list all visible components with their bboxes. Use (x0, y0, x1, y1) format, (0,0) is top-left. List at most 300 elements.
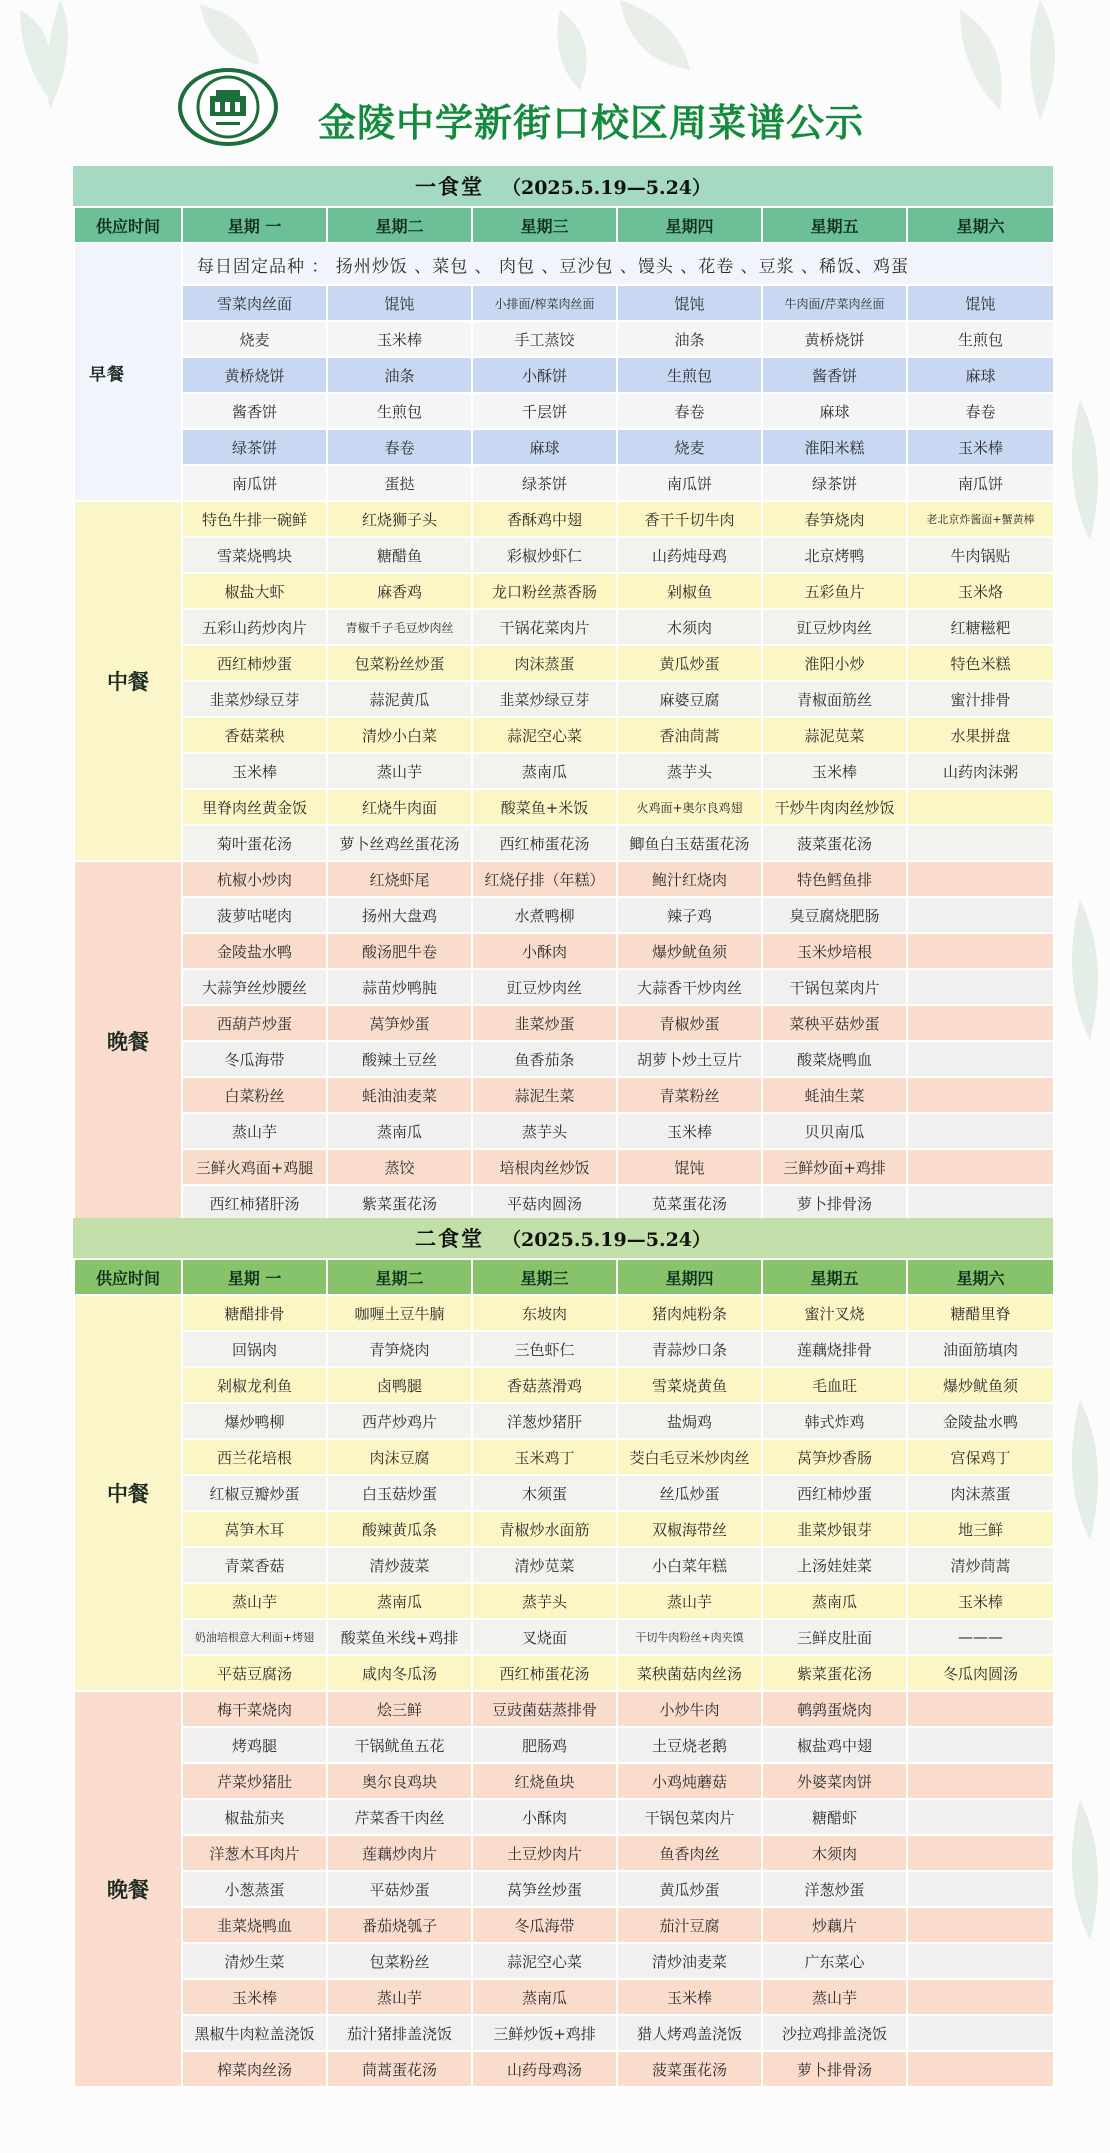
menu-item-day-1: 里脊肉丝黄金饭 (182, 789, 327, 825)
menu-item-day-2: 糖醋鱼 (327, 537, 472, 573)
menu-item-day-2: 蒸山芋 (327, 1979, 472, 2015)
column-header-day-6: 星期六 (907, 1259, 1054, 1295)
menu-row (74, 1547, 1054, 1583)
menu-item-day-2: 包菜粉丝炒蛋 (327, 645, 472, 681)
menu-item-day-5: 菜秧平菇炒蛋 (762, 1005, 907, 1041)
column-header-day-4: 星期四 (617, 207, 762, 243)
menu-item-day-4: 黄瓜炒蛋 (617, 1871, 762, 1907)
menu-item-day-6 (907, 825, 1054, 861)
menu-item-day-3: 东坡肉 (472, 1295, 617, 1331)
menu-item-day-3: 玉米鸡丁 (472, 1439, 617, 1475)
menu-item-day-3: 冬瓜海带 (472, 1907, 617, 1943)
menu-item-day-6 (907, 1835, 1054, 1871)
menu-item-day-2: 蒸南瓜 (327, 1113, 472, 1149)
menu-item-day-2: 蒸饺 (327, 1149, 472, 1185)
menu-row (74, 1979, 1054, 2015)
menu-item-day-3: 鱼香茄条 (472, 1041, 617, 1077)
menu-row (74, 2015, 1054, 2051)
menu-item-day-4: 生煎包 (617, 357, 762, 393)
menu-item-day-3: 小酥肉 (472, 933, 617, 969)
menu-item-day-2: 蒜苗炒鸭肫 (327, 969, 472, 1005)
menu-item-day-4: 苋菜蛋花汤 (617, 1185, 762, 1221)
menu-row (74, 861, 1054, 897)
menu-item-day-1: 雪菜肉丝面 (182, 285, 327, 321)
menu-item-day-6: 牛肉锅贴 (907, 537, 1054, 573)
menu-item-day-4: 山药炖母鸡 (617, 537, 762, 573)
menu-item-day-3: 手工蒸饺 (472, 321, 617, 357)
menu-item-day-5: 沙拉鸡排盖浇饭 (762, 2015, 907, 2051)
menu-item-day-5: 淮阳米糕 (762, 429, 907, 465)
menu-item-day-6 (907, 1871, 1054, 1907)
menu-row (74, 393, 1054, 429)
menu-row (74, 609, 1054, 645)
menu-item-day-5: 麻球 (762, 393, 907, 429)
menu-row (74, 1655, 1054, 1691)
menu-item-day-1: 青菜香菇 (182, 1547, 327, 1583)
menu-item-day-2: 蛋挞 (327, 465, 472, 501)
menu-item-day-6: 冬瓜肉圆汤 (907, 1655, 1054, 1691)
menu-item-day-3: 西红柿蛋花汤 (472, 825, 617, 861)
menu-row (74, 1871, 1054, 1907)
menu-item-day-1: 西红柿炒蛋 (182, 645, 327, 681)
menu-item-day-1: 西红柿猪肝汤 (182, 1185, 327, 1221)
menu-item-day-6 (907, 2015, 1054, 2051)
menu-item-day-5: 炒藕片 (762, 1907, 907, 1943)
menu-item-day-2: 青笋烧肉 (327, 1331, 472, 1367)
menu-item-day-5: 酱香饼 (762, 357, 907, 393)
menu-item-day-4: 辣子鸡 (617, 897, 762, 933)
menu-row (74, 1331, 1054, 1367)
menu-item-day-2: 莲藕炒肉片 (327, 1835, 472, 1871)
menu-item-day-4: 猎人烤鸡盖浇饭 (617, 2015, 762, 2051)
menu-item-day-1: 芹菜炒猪肚 (182, 1763, 327, 1799)
menu-item-day-5: 韩式炸鸡 (762, 1403, 907, 1439)
menu-item-day-5: 上汤娃娃菜 (762, 1547, 907, 1583)
leaf-decoration-side (1050, 400, 1110, 2000)
fixed-items-row (74, 243, 1054, 285)
menu-row (74, 969, 1054, 1005)
menu-item-day-6: 蜜汁排骨 (907, 681, 1054, 717)
canteen-1-section (73, 166, 1053, 1222)
menu-row (74, 1583, 1054, 1619)
menu-item-day-5: 莲藕烧排骨 (762, 1331, 907, 1367)
menu-item-day-3: 龙口粉丝蒸香肠 (472, 573, 617, 609)
menu-item-day-2: 烩三鲜 (327, 1691, 472, 1727)
menu-item-day-6: 红糖糍粑 (907, 609, 1054, 645)
menu-item-day-4: 盐焗鸡 (617, 1403, 762, 1439)
menu-row (74, 825, 1054, 861)
menu-item-day-5: 五彩鱼片 (762, 573, 907, 609)
menu-item-day-1: 香菇菜秧 (182, 717, 327, 753)
menu-item-day-6 (907, 1149, 1054, 1185)
column-header-day-1: 星期 一 (182, 207, 327, 243)
menu-item-day-2: 清炒小白菜 (327, 717, 472, 753)
menu-item-day-5: 青椒面筋丝 (762, 681, 907, 717)
menu-item-day-4: 蒸芋头 (617, 753, 762, 789)
canteen-2-section (73, 1218, 1053, 2088)
menu-item-day-1: 酱香饼 (182, 393, 327, 429)
menu-row (74, 1077, 1054, 1113)
menu-item-day-4: 春卷 (617, 393, 762, 429)
menu-row (74, 789, 1054, 825)
menu-item-day-1: 椒盐茄夹 (182, 1799, 327, 1835)
menu-item-day-3: 小酥肉 (472, 1799, 617, 1835)
menu-item-day-5: 莴笋炒香肠 (762, 1439, 907, 1475)
menu-item-day-1: 三鲜火鸡面+鸡腿 (182, 1149, 327, 1185)
menu-item-day-1: 五彩山药炒肉片 (182, 609, 327, 645)
menu-item-day-4: 鲫鱼白玉菇蛋花汤 (617, 825, 762, 861)
menu-item-day-1: 玉米棒 (182, 753, 327, 789)
menu-item-day-6: 玉米棒 (907, 1583, 1054, 1619)
menu-item-day-6 (907, 1979, 1054, 2015)
menu-item-day-1: 金陵盐水鸭 (182, 933, 327, 969)
menu-item-day-1: 韭菜炒绿豆芽 (182, 681, 327, 717)
menu-item-day-4: 胡萝卜炒土豆片 (617, 1041, 762, 1077)
menu-item-day-5: 萝卜排骨汤 (762, 1185, 907, 1221)
menu-item-day-3: 平菇肉圆汤 (472, 1185, 617, 1221)
menu-item-day-3: 红烧鱼块 (472, 1763, 617, 1799)
menu-item-day-6 (907, 1799, 1054, 1835)
menu-item-day-1: 西兰花培根 (182, 1439, 327, 1475)
menu-item-day-3: 西红柿蛋花汤 (472, 1655, 617, 1691)
canteen-1-name: 一食堂 (414, 175, 484, 199)
menu-row (74, 1907, 1054, 1943)
menu-row (74, 573, 1054, 609)
column-header-day-3: 星期三 (472, 207, 617, 243)
menu-item-day-2: 肉沫豆腐 (327, 1439, 472, 1475)
menu-item-day-3: 千层饼 (472, 393, 617, 429)
menu-row (74, 285, 1054, 321)
menu-item-day-2: 咸肉冬瓜汤 (327, 1655, 472, 1691)
menu-item-day-3: 酸菜鱼+米饭 (472, 789, 617, 825)
menu-item-day-4: 馄饨 (617, 285, 762, 321)
menu-item-day-3: 叉烧面 (472, 1619, 617, 1655)
menu-item-day-2: 芹菜香干肉丝 (327, 1799, 472, 1835)
menu-item-day-4: 丝瓜炒蛋 (617, 1475, 762, 1511)
menu-item-day-4: 青椒炒蛋 (617, 1005, 762, 1041)
menu-item-day-6 (907, 1727, 1054, 1763)
menu-item-day-1: 菊叶蛋花汤 (182, 825, 327, 861)
menu-item-day-3: 蒸南瓜 (472, 1979, 617, 2015)
menu-item-day-3: 豆豉菌菇蒸排骨 (472, 1691, 617, 1727)
menu-item-day-2: 扬州大盘鸡 (327, 897, 472, 933)
menu-item-day-3: 水煮鸭柳 (472, 897, 617, 933)
menu-item-day-3: 蒜泥空心菜 (472, 717, 617, 753)
menu-item-day-4: 玉米棒 (617, 1979, 762, 2015)
menu-item-day-6 (907, 1113, 1054, 1149)
menu-item-day-2: 茼蒿蛋花汤 (327, 2051, 472, 2087)
menu-item-day-2: 生煎包 (327, 393, 472, 429)
menu-item-day-6: 生煎包 (907, 321, 1054, 357)
menu-item-day-1: 洋葱木耳肉片 (182, 1835, 327, 1871)
menu-item-day-5: 韭菜炒银芽 (762, 1511, 907, 1547)
menu-item-day-1: 奶油培根意大利面+烤翅 (182, 1619, 327, 1655)
menu-item-day-5: 蒸南瓜 (762, 1583, 907, 1619)
menu-item-day-2: 西芹炒鸡片 (327, 1403, 472, 1439)
menu-item-day-2: 春卷 (327, 429, 472, 465)
menu-item-day-4: 双椒海带丝 (617, 1511, 762, 1547)
menu-row (74, 1367, 1054, 1403)
page-header (0, 0, 1110, 165)
menu-item-day-1: 榨菜肉丝汤 (182, 2051, 327, 2087)
menu-item-day-5: 干锅包菜肉片 (762, 969, 907, 1005)
menu-item-day-2: 蒜泥黄瓜 (327, 681, 472, 717)
menu-item-day-4: 馄饨 (617, 1149, 762, 1185)
fixed-items-text: 每日固定品种 ： 扬州炒饭 、菜包 、 肉包 、豆沙包 、馒头 、花卷 、豆浆 、稀饭、鸡蛋 (182, 243, 1054, 285)
menu-item-day-1: 黄桥烧饼 (182, 357, 327, 393)
menu-item-day-6: 糖醋里脊 (907, 1295, 1054, 1331)
menu-item-day-5: 蜜汁叉烧 (762, 1295, 907, 1331)
menu-item-day-4: 黄瓜炒蛋 (617, 645, 762, 681)
menu-item-day-1: 南瓜饼 (182, 465, 327, 501)
menu-item-day-4: 干切牛肉粉丝+肉夹馍 (617, 1619, 762, 1655)
menu-item-day-1: 烧麦 (182, 321, 327, 357)
menu-item-day-5: 萝卜排骨汤 (762, 2051, 907, 2087)
menu-item-day-1: 剁椒龙利鱼 (182, 1367, 327, 1403)
menu-item-day-2: 咖喱土豆牛腩 (327, 1295, 472, 1331)
menu-item-day-5: 鹌鹑蛋烧肉 (762, 1691, 907, 1727)
menu-item-day-2: 玉米棒 (327, 321, 472, 357)
meal-label-dn: 晚餐 (74, 861, 182, 1221)
menu-row (74, 645, 1054, 681)
menu-item-day-4: 麻婆豆腐 (617, 681, 762, 717)
menu-item-day-6 (907, 1185, 1054, 1221)
menu-item-day-3: 木须蛋 (472, 1475, 617, 1511)
page-title: 金陵中学新街口校区周菜谱公示 (318, 101, 865, 145)
menu-item-day-2: 酸汤肥牛卷 (327, 933, 472, 969)
canteen-1-date: （2025.5.19—5.24） (501, 176, 712, 199)
menu-item-day-2: 莴笋炒蛋 (327, 1005, 472, 1041)
menu-item-day-5: 臭豆腐烧肥肠 (762, 897, 907, 933)
column-header-day-5: 星期五 (762, 1259, 907, 1295)
menu-row (74, 1727, 1054, 1763)
menu-item-day-6: 春卷 (907, 393, 1054, 429)
menu-item-day-6 (907, 1005, 1054, 1041)
menu-item-day-4: 清炒油麦菜 (617, 1943, 762, 1979)
menu-item-day-4: 青菜粉丝 (617, 1077, 762, 1113)
menu-item-day-3: 蒸南瓜 (472, 753, 617, 789)
menu-item-day-5: 酸菜烧鸭血 (762, 1041, 907, 1077)
menu-item-day-1: 黑椒牛肉粒盖浇饭 (182, 2015, 327, 2051)
menu-item-day-5: 菠菜蛋花汤 (762, 825, 907, 861)
menu-item-day-6: 特色米糕 (907, 645, 1054, 681)
menu-item-day-3: 韭菜炒绿豆芽 (472, 681, 617, 717)
menu-item-day-2: 平菇炒蛋 (327, 1871, 472, 1907)
menu-row (74, 753, 1054, 789)
menu-item-day-3: 香酥鸡中翅 (472, 501, 617, 537)
menu-item-day-5: 广东菜心 (762, 1943, 907, 1979)
menu-item-day-2: 酸辣土豆丝 (327, 1041, 472, 1077)
menu-item-day-1: 杭椒小炒肉 (182, 861, 327, 897)
menu-row (74, 1511, 1054, 1547)
menu-item-day-1: 回锅肉 (182, 1331, 327, 1367)
menu-item-day-1: 椒盐大虾 (182, 573, 327, 609)
menu-item-day-1: 特色牛排一碗鲜 (182, 501, 327, 537)
menu-item-day-4: 茭白毛豆米炒肉丝 (617, 1439, 762, 1475)
canteen-2-name: 二食堂 (414, 1227, 484, 1251)
canteen-2-date: （2025.5.19—5.24） (501, 1228, 712, 1251)
menu-item-day-3: 三鲜炒饭+鸡排 (472, 2015, 617, 2051)
menu-item-day-2: 白玉菇炒蛋 (327, 1475, 472, 1511)
menu-item-day-6: 玉米棒 (907, 429, 1054, 465)
menu-item-day-2: 麻香鸡 (327, 573, 472, 609)
menu-item-day-2: 蚝油油麦菜 (327, 1077, 472, 1113)
menu-item-day-5: 毛血旺 (762, 1367, 907, 1403)
header-row (74, 207, 1054, 243)
column-header-day-5: 星期五 (762, 207, 907, 243)
menu-row (74, 1149, 1054, 1185)
menu-item-day-5: 三鲜炒面+鸡排 (762, 1149, 907, 1185)
canteen-2-title (73, 1218, 1053, 1258)
menu-item-day-2: 干锅鱿鱼五花 (327, 1727, 472, 1763)
menu-item-day-6: 油面筋填肉 (907, 1331, 1054, 1367)
menu-item-day-1: 小葱蒸蛋 (182, 1871, 327, 1907)
menu-item-day-3: 小排面/榨菜肉丝面 (472, 285, 617, 321)
menu-item-day-4: 蒸山芋 (617, 1583, 762, 1619)
menu-item-day-1: 白菜粉丝 (182, 1077, 327, 1113)
menu-row (74, 1943, 1054, 1979)
menu-item-day-5: 北京烤鸭 (762, 537, 907, 573)
menu-row (74, 1835, 1054, 1871)
menu-item-day-6 (907, 1763, 1054, 1799)
menu-item-day-2: 番茄烧瓠子 (327, 1907, 472, 1943)
meal-label-ln: 中餐 (74, 501, 182, 861)
menu-item-day-1: 冬瓜海带 (182, 1041, 327, 1077)
menu-item-day-1: 红椒豆瓣炒蛋 (182, 1475, 327, 1511)
canteen-1-menu-table (73, 206, 1055, 1222)
menu-item-day-5: 贝贝南瓜 (762, 1113, 907, 1149)
menu-item-day-5: 蒜泥苋菜 (762, 717, 907, 753)
menu-item-day-3: 豇豆炒肉丝 (472, 969, 617, 1005)
menu-item-day-3: 肉沫蒸蛋 (472, 645, 617, 681)
menu-item-day-6: 山药肉沫粥 (907, 753, 1054, 789)
menu-item-day-6 (907, 1077, 1054, 1113)
menu-item-day-5: 绿茶饼 (762, 465, 907, 501)
menu-item-day-6 (907, 933, 1054, 969)
menu-item-day-3: 培根肉丝炒饭 (472, 1149, 617, 1185)
menu-row (74, 681, 1054, 717)
header-row (74, 1259, 1054, 1295)
menu-item-day-6 (907, 1943, 1054, 1979)
menu-item-day-3: 山药母鸡汤 (472, 2051, 617, 2087)
canteen-2-menu-table (73, 1258, 1055, 2088)
menu-item-day-3: 绿茶饼 (472, 465, 617, 501)
menu-item-day-6: 麻球 (907, 357, 1054, 393)
menu-item-day-4: 剁椒鱼 (617, 573, 762, 609)
menu-item-day-2: 茄汁猪排盖浇饭 (327, 2015, 472, 2051)
menu-item-day-6 (907, 1041, 1054, 1077)
menu-item-day-2: 紫菜蛋花汤 (327, 1185, 472, 1221)
menu-item-day-3: 蒜泥生菜 (472, 1077, 617, 1113)
menu-item-day-3: 青椒炒水面筋 (472, 1511, 617, 1547)
menu-item-day-6: 爆炒鱿鱼须 (907, 1367, 1054, 1403)
menu-item-day-3: 洋葱炒猪肝 (472, 1403, 617, 1439)
menu-item-day-3: 土豆炒肉片 (472, 1835, 617, 1871)
menu-item-day-5: 玉米炒培根 (762, 933, 907, 969)
menu-item-day-1: 烤鸡腿 (182, 1727, 327, 1763)
menu-item-day-1: 西葫芦炒蛋 (182, 1005, 327, 1041)
menu-item-day-2: 蒸山芋 (327, 753, 472, 789)
menu-item-day-3: 蒸芋头 (472, 1113, 617, 1149)
menu-item-day-1: 玉米棒 (182, 1979, 327, 2015)
menu-item-day-4: 烧麦 (617, 429, 762, 465)
menu-row (74, 897, 1054, 933)
menu-item-day-2: 油条 (327, 357, 472, 393)
menu-item-day-5: 外婆菜肉饼 (762, 1763, 907, 1799)
menu-item-day-4: 南瓜饼 (617, 465, 762, 501)
menu-item-day-1: 梅干菜烧肉 (182, 1691, 327, 1727)
menu-item-day-5: 干炒牛肉肉丝炒饭 (762, 789, 907, 825)
menu-item-day-4: 爆炒鱿鱼须 (617, 933, 762, 969)
menu-item-day-2: 清炒菠菜 (327, 1547, 472, 1583)
meal-label-dn: 晚餐 (74, 1691, 182, 2087)
menu-item-day-5: 洋葱炒蛋 (762, 1871, 907, 1907)
menu-item-day-3: 麻球 (472, 429, 617, 465)
menu-item-day-6: 宫保鸡丁 (907, 1439, 1054, 1475)
menu-item-day-1: 平菇豆腐汤 (182, 1655, 327, 1691)
menu-row (74, 1403, 1054, 1439)
menu-item-day-4: 土豆烧老鹅 (617, 1727, 762, 1763)
menu-item-day-3: 红烧仔排（年糕） (472, 861, 617, 897)
menu-item-day-1: 韭菜烧鸭血 (182, 1907, 327, 1943)
menu-row (74, 1475, 1054, 1511)
menu-item-day-5: 牛肉面/芹菜肉丝面 (762, 285, 907, 321)
menu-item-day-4: 火鸡面+奥尔良鸡翅 (617, 789, 762, 825)
menu-item-day-6 (907, 861, 1054, 897)
menu-row (74, 357, 1054, 393)
menu-item-day-1: 爆炒鸭柳 (182, 1403, 327, 1439)
menu-row (74, 429, 1054, 465)
menu-item-day-4: 小炒牛肉 (617, 1691, 762, 1727)
menu-item-day-5: 玉米棒 (762, 753, 907, 789)
menu-item-day-6 (907, 1907, 1054, 1943)
menu-item-day-2: 蒸南瓜 (327, 1583, 472, 1619)
menu-item-day-2: 卤鸭腿 (327, 1367, 472, 1403)
menu-item-day-5: 椒盐鸡中翅 (762, 1727, 907, 1763)
menu-item-day-1: 莴笋木耳 (182, 1511, 327, 1547)
menu-item-day-1: 大蒜笋丝炒腰丝 (182, 969, 327, 1005)
menu-row (74, 1691, 1054, 1727)
menu-row (74, 1619, 1054, 1655)
menu-item-day-6 (907, 969, 1054, 1005)
menu-item-day-5: 西红柿炒蛋 (762, 1475, 907, 1511)
menu-item-day-5: 三鲜皮肚面 (762, 1619, 907, 1655)
menu-item-day-1: 菠萝咕咾肉 (182, 897, 327, 933)
menu-item-day-2: 青椒千子毛豆炒肉丝 (327, 609, 472, 645)
menu-item-day-4: 小鸡炖蘑菇 (617, 1763, 762, 1799)
menu-item-day-5: 豇豆炒肉丝 (762, 609, 907, 645)
menu-item-day-4: 干锅包菜肉片 (617, 1799, 762, 1835)
menu-item-day-5: 特色鳕鱼排 (762, 861, 907, 897)
menu-row (74, 537, 1054, 573)
menu-item-day-3: 小酥饼 (472, 357, 617, 393)
menu-item-day-1: 蒸山芋 (182, 1113, 327, 1149)
menu-item-day-5: 紫菜蛋花汤 (762, 1655, 907, 1691)
menu-item-day-5: 糖醋虾 (762, 1799, 907, 1835)
menu-item-day-2: 萝卜丝鸡丝蛋花汤 (327, 825, 472, 861)
meal-label-ln: 中餐 (74, 1295, 182, 1691)
menu-item-day-2: 馄饨 (327, 285, 472, 321)
menu-row (74, 465, 1054, 501)
menu-item-day-1: 蒸山芋 (182, 1583, 327, 1619)
menu-item-day-3: 彩椒炒虾仁 (472, 537, 617, 573)
menu-item-day-1: 糖醋排骨 (182, 1295, 327, 1331)
column-header-day-2: 星期二 (327, 1259, 472, 1295)
menu-item-day-3: 韭菜炒蛋 (472, 1005, 617, 1041)
menu-row (74, 1005, 1054, 1041)
menu-item-day-5: 蚝油生菜 (762, 1077, 907, 1113)
menu-item-day-2: 红烧牛肉面 (327, 789, 472, 825)
